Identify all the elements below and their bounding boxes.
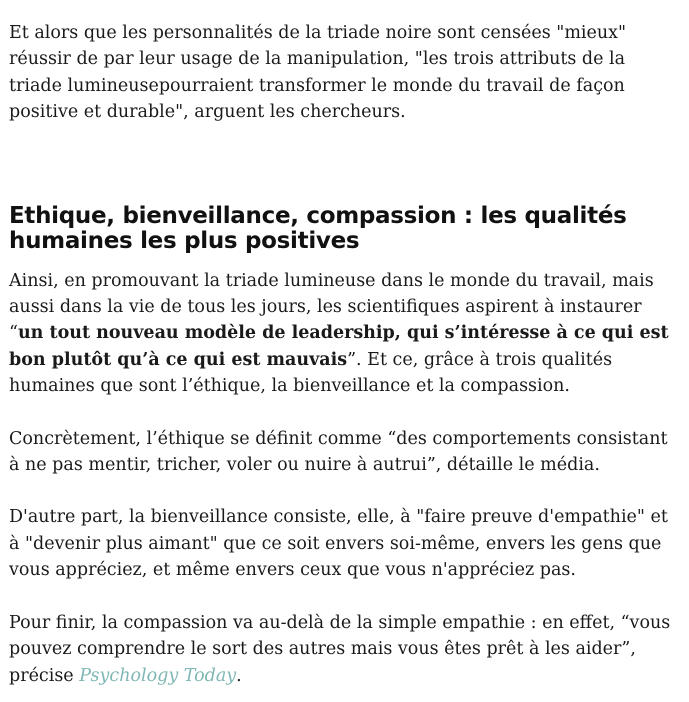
paragraph-compassion-text: Pour finir, la compassion va au-delà de la simple empathie : en effet, “vous pouvez comprendre le sort des autres mais vous êtes prêt à les aider”, précise <box>9 612 671 686</box>
paragraph-compassion <box>9 610 681 689</box>
paragraph-gap <box>9 584 681 610</box>
paragraph-leadership-tail: ”. Et ce, grâce à trois qualités humaines que sont l’éthique, la bienveillance et la compassion. <box>9 349 613 397</box>
paragraph-leadership <box>9 268 681 400</box>
paragraph-leadership-text: Ainsi, en promouvant la triade lumineuse dans le monde du travail, mais aussi dans la vie de tous les jours, les scientifiques aspirent à instaurer “ <box>9 270 654 344</box>
paragraph-gap <box>9 478 681 504</box>
paragraph-intro: Et alors que les personnalités de la triade noire sont censées "mieux" réussir de par leur usage de la manipulation, "les trois attributs de la triade lumineusepourraient transformer le monde du travail de façon positive et durable", arguent les chercheurs. <box>9 23 627 123</box>
paragraph-compassion-tail: . <box>236 665 242 686</box>
paragraph-ethics: Concrètement, l’éthique se définit comme “des comportements consistant à ne pas mentir, tricher, voler ou nuire à autrui”, détaille le média. <box>9 428 668 476</box>
paragraph-kindness: D'autre part, la bienveillance consiste, elle, à "faire preuve d'empathie" et à "devenir plus aimant" que ce soit envers soi-même, envers les gens que vous appréciez, et même envers ceux que vous n'appréciez pas. <box>9 507 668 581</box>
article-body <box>9 20 681 689</box>
section-heading: Ethique, bienveillance, compassion : les qualités humaines les plus positives <box>9 202 627 254</box>
leadership-quote-bold: un tout nouveau modèle de leadership, qui s’intéresse à ce qui est bon plutôt qu’à ce qui est mauvais <box>9 323 669 370</box>
paragraph-gap <box>9 400 681 426</box>
psychology-today-link[interactable]: Psychology Today <box>79 665 237 686</box>
